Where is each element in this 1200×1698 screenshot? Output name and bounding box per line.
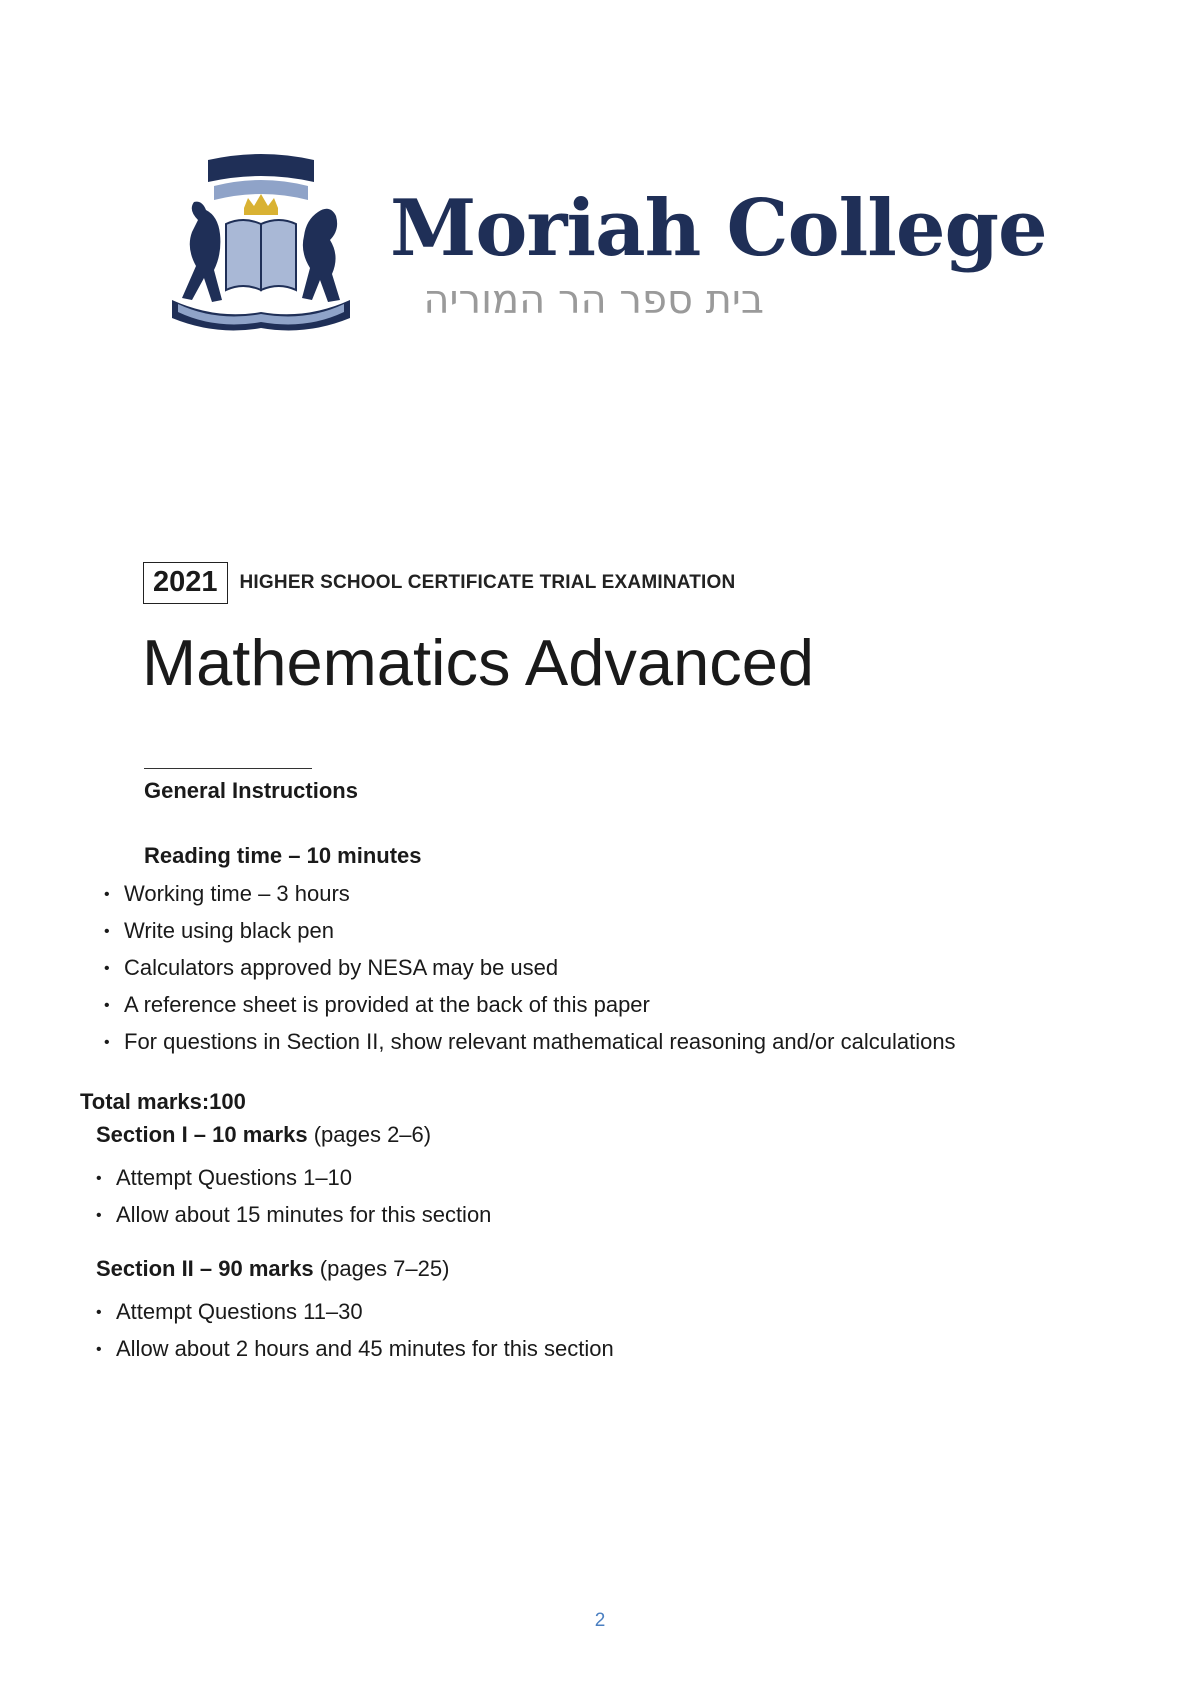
bullet-icon: • — [96, 1170, 102, 1187]
college-logo — [168, 150, 1047, 335]
bullet-icon: • — [96, 1207, 102, 1224]
instructions-list — [104, 876, 956, 1061]
list-item: • Write using black pen — [104, 913, 956, 950]
bullet-icon: • — [104, 960, 110, 977]
list-item: • Attempt Questions 11–30 — [96, 1294, 614, 1331]
divider — [144, 768, 312, 769]
exam-type: HIGHER SCHOOL CERTIFICATE TRIAL EXAMINATION — [239, 571, 736, 593]
exam-header — [143, 562, 735, 604]
bullet-icon: • — [96, 1341, 102, 1358]
subject-title: Mathematics Advanced — [142, 626, 815, 699]
bullet-icon: • — [104, 923, 110, 940]
section-2-title: Section II – 90 marks (pages 7–25) — [96, 1256, 450, 1281]
instructions-heading: General Instructions — [144, 778, 358, 803]
list-item: • Working time – 3 hours — [104, 876, 956, 913]
list-item: • Attempt Questions 1–10 — [96, 1160, 491, 1197]
bullet-icon: • — [104, 886, 110, 903]
college-name-hebrew: בית ספר הר המוריה — [423, 277, 764, 323]
year-badge: 2021 — [143, 562, 228, 604]
section-1-list — [96, 1160, 491, 1234]
page-number: 2 — [594, 1610, 606, 1631]
list-item: • A reference sheet is provided at the back of this paper — [104, 987, 956, 1024]
section-1-title: Section I – 10 marks (pages 2–6) — [96, 1122, 432, 1147]
list-item: • For questions in Section II, show relevant mathematical reasoning and/or calculations — [104, 1024, 956, 1061]
list-item: • Calculators approved by NESA may be used — [104, 950, 956, 987]
section-2-list — [96, 1294, 614, 1368]
total-marks: Total marks:100 — [80, 1089, 246, 1114]
college-crest-icon — [168, 150, 354, 335]
college-name: Moriah College — [390, 183, 1047, 274]
list-item: • Allow about 15 minutes for this section — [96, 1197, 491, 1234]
bullet-icon: • — [96, 1304, 102, 1321]
bullet-icon: • — [104, 1034, 110, 1051]
bullet-icon: • — [104, 997, 110, 1014]
list-item: • Allow about 2 hours and 45 minutes for this section — [96, 1331, 614, 1368]
reading-time: Reading time – 10 minutes — [144, 843, 422, 868]
